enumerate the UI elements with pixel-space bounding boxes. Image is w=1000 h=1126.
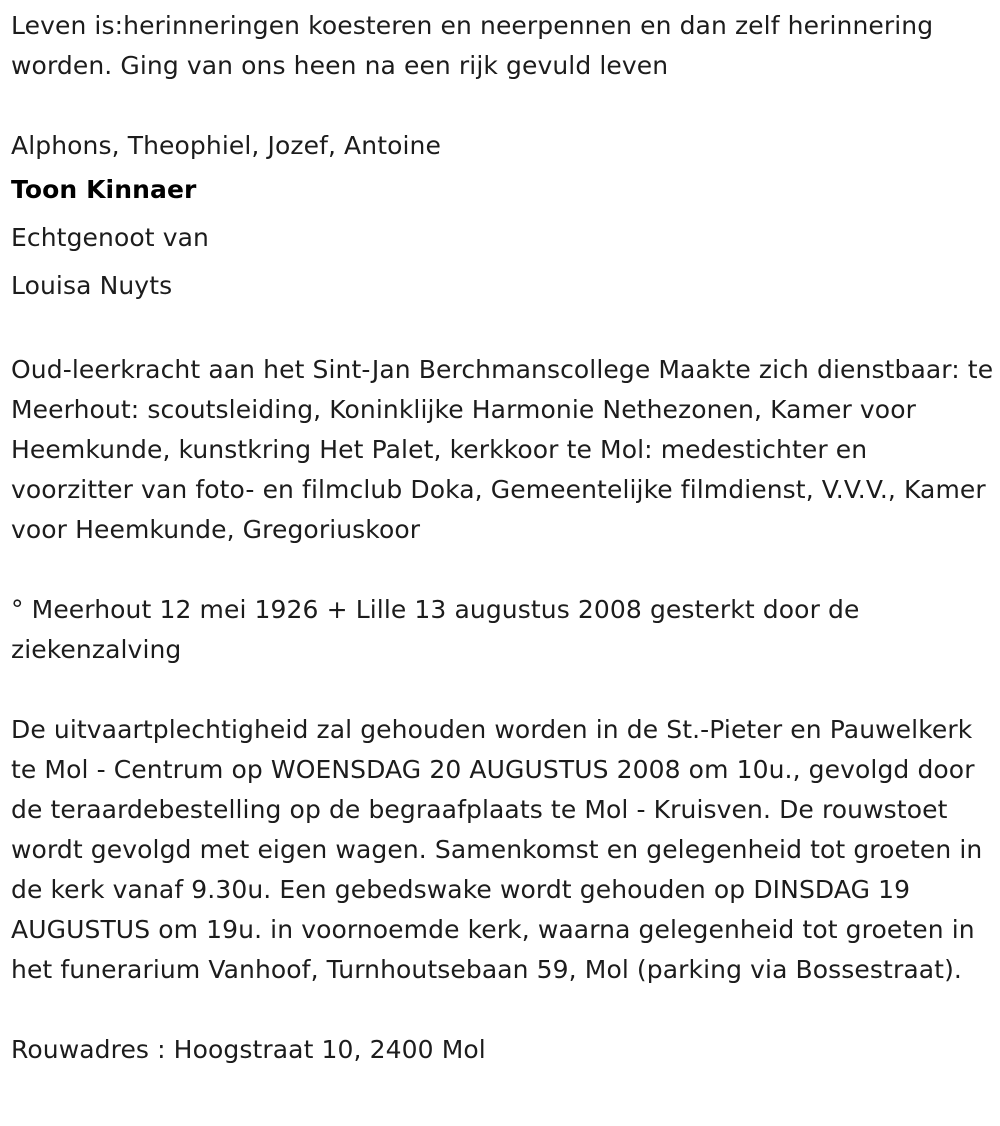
- intro-text: Leven is:herinneringen koesteren en neerpennen en dan zelf herinnering worden. Ging van ons heen na een rijk gevuld leven: [11, 11, 934, 80]
- spouse-label: Echtgenoot van: [11, 223, 209, 252]
- deceased-name: Toon Kinnaer: [11, 175, 197, 204]
- birth-death-text: ° Meerhout 12 mei 1926 + Lille 13 augustus 2008 gesterkt door de ziekenzalving: [11, 595, 860, 664]
- mourning-address: Rouwadres : Hoogstraat 10, 2400 Mol: [11, 1035, 486, 1064]
- spouse-name: Louisa Nuyts: [11, 271, 173, 300]
- obituary-notice: [11, 6, 995, 1070]
- biography-text: Oud-leerkracht aan het Sint-Jan Berchmanscollege Maakte zich dienstbaar: te Meerhout: scoutsleiding, Koninklijke Harmonie Nethezonen, Kamer voor Heemkunde, kunstkring Het Palet, kerkkoor te Mol: medestichter en voorzitter van foto- en filmclub Doka, Gemeentelijke filmdienst, V.V.V., Kamer voor Heemkunde, Gregoriuskoor: [11, 355, 994, 544]
- given-names: Alphons, Theophiel, Jozef, Antoine: [11, 131, 441, 160]
- ceremony-text: De uitvaartplechtigheid zal gehouden worden in de St.-Pieter en Pauwelkerk te Mol - Centrum op WOENSDAG 20 AUGUSTUS 2008 om 10u., gevolgd door de teraardebestelling op de begraafplaats te Mol - Kruisven. De rouwstoet wordt gevolgd met eigen wagen. Samenkomst en gelegenheid tot groeten in de kerk vanaf 9.30u. Een gebedswake wordt gehouden op DINSDAG 19 AUGUSTUS om 19u. in voornoemde kerk, waarna gelegenheid tot groeten in het funerarium Vanhoof, Turnhoutsebaan 59, Mol (parking via Bossestraat).: [11, 715, 983, 984]
